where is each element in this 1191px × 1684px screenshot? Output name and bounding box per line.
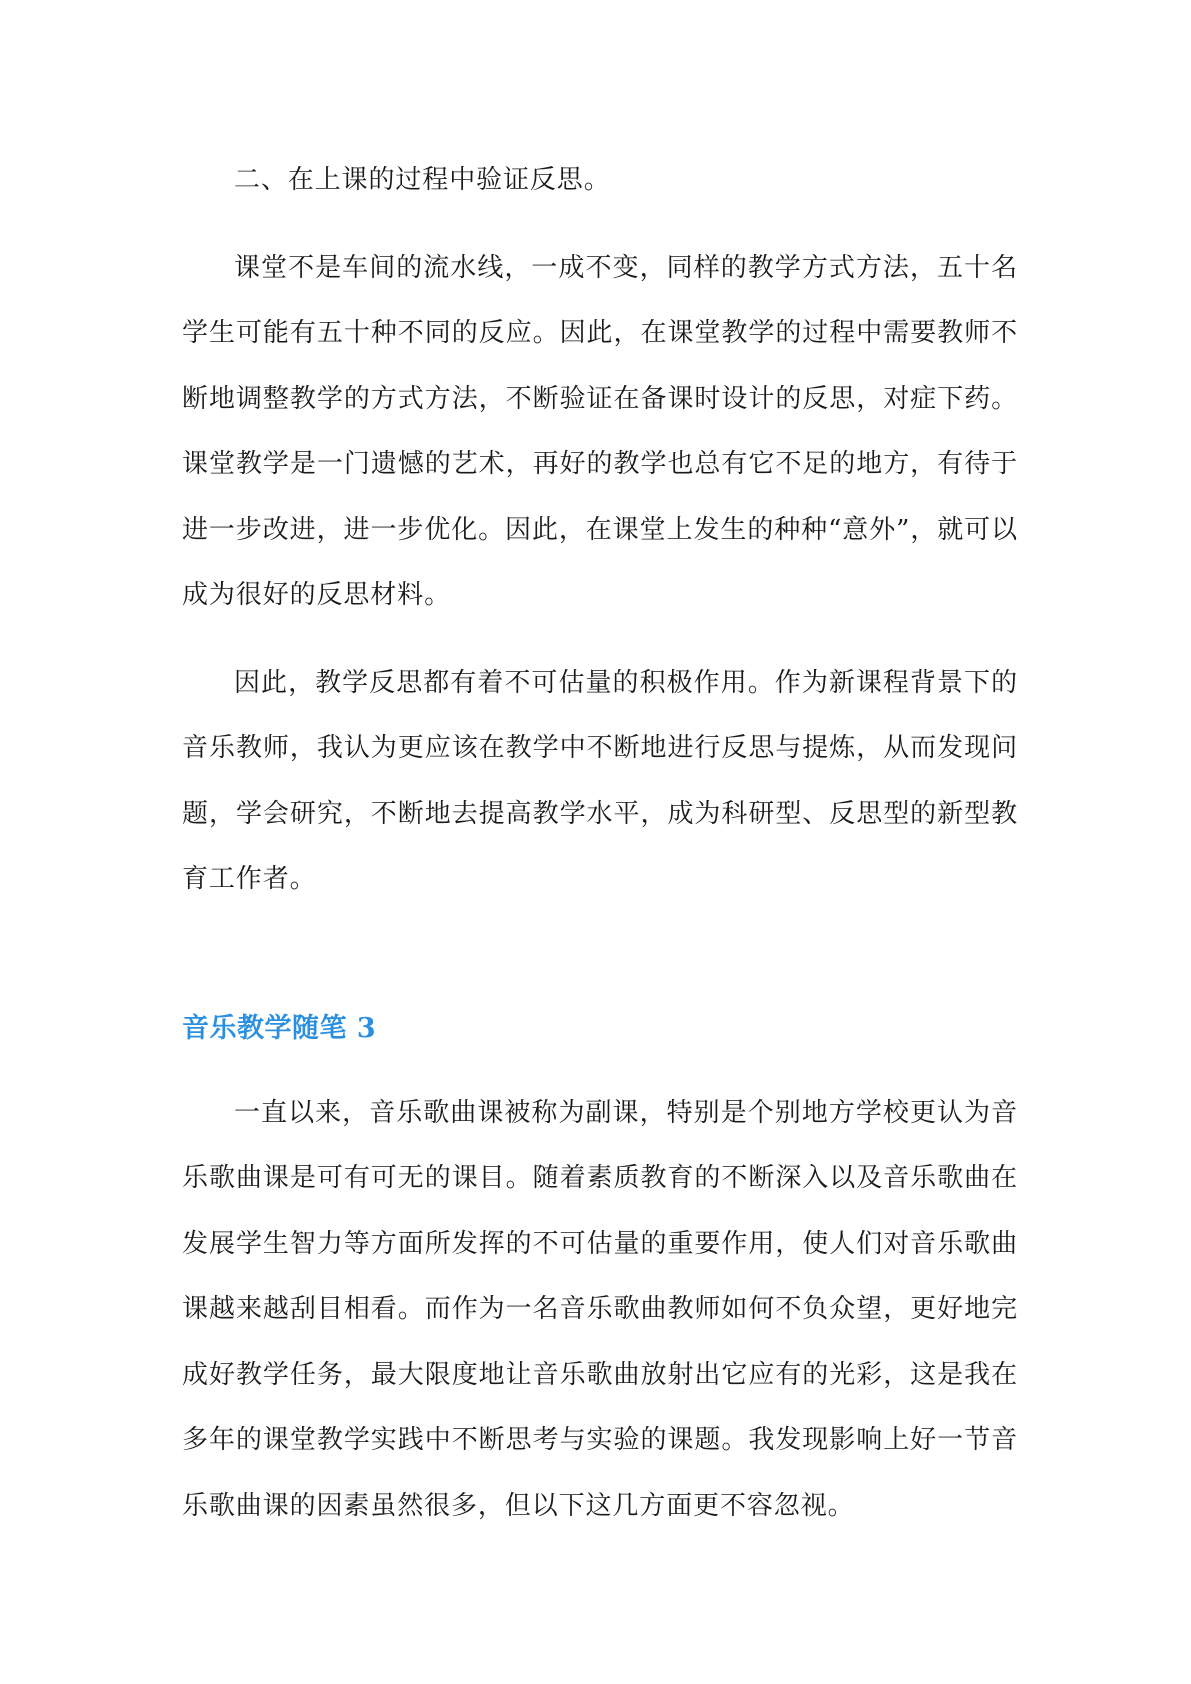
paragraph-intro: 一直以来，音乐歌曲课被称为副课，特别是个别地方学校更认为音乐歌曲课是可有可无的课目。随着素质教育的不断深入以及音乐歌曲在发展学生智力等方面所发挥的不可估量的重要作用，使人们对音乐歌曲课越来越刮目相看。而作为一名音乐歌曲教师如何不负众望，更好地完成好教学任务，最大限度地让音乐歌曲放射出它应有的光彩，这是我在多年的课堂教学实践中不断思考与实验的课题。我发现影响上好一节音乐歌曲课的因素虽然很多，但以下这几方面更不容忽视。 [182, 1097, 1018, 1521]
section-gap [182, 913, 1018, 999]
paragraph-gap [182, 1059, 1018, 1081]
paragraph-gap [182, 629, 1018, 651]
paragraph-conclusion: 因此，教学反思都有着不可估量的积极作用。作为新课程背景下的音乐教师，我认为更应该在教学中不断地进行反思与提炼，从而发现问题，学会研究，不断地去提高教学水平，成为科研型、反思型的新型教育工作者。 [182, 667, 1018, 894]
section-heading: 音乐教学随笔 3 [182, 1012, 377, 1044]
paragraph-classroom: 课堂不是车间的流水线，一成不变，同样的教学方式方法，五十名学生可能有五十种不同的反应。因此，在课堂教学的过程中需要教师不断地调整教学的方式方法，不断验证在备课时设计的反思，对症下药。课堂教学是一门遗憾的艺术，再好的教学也总有它不足的地方，有待于进一步改进，进一步优化。因此，在课堂上发生的种种“意外”，就可以成为很好的反思材料。 [182, 252, 1018, 610]
paragraph-subheading: 二、在上课的过程中验证反思。 [234, 165, 611, 195]
paragraph-gap [182, 214, 1018, 236]
document-page [182, 148, 1018, 1539]
